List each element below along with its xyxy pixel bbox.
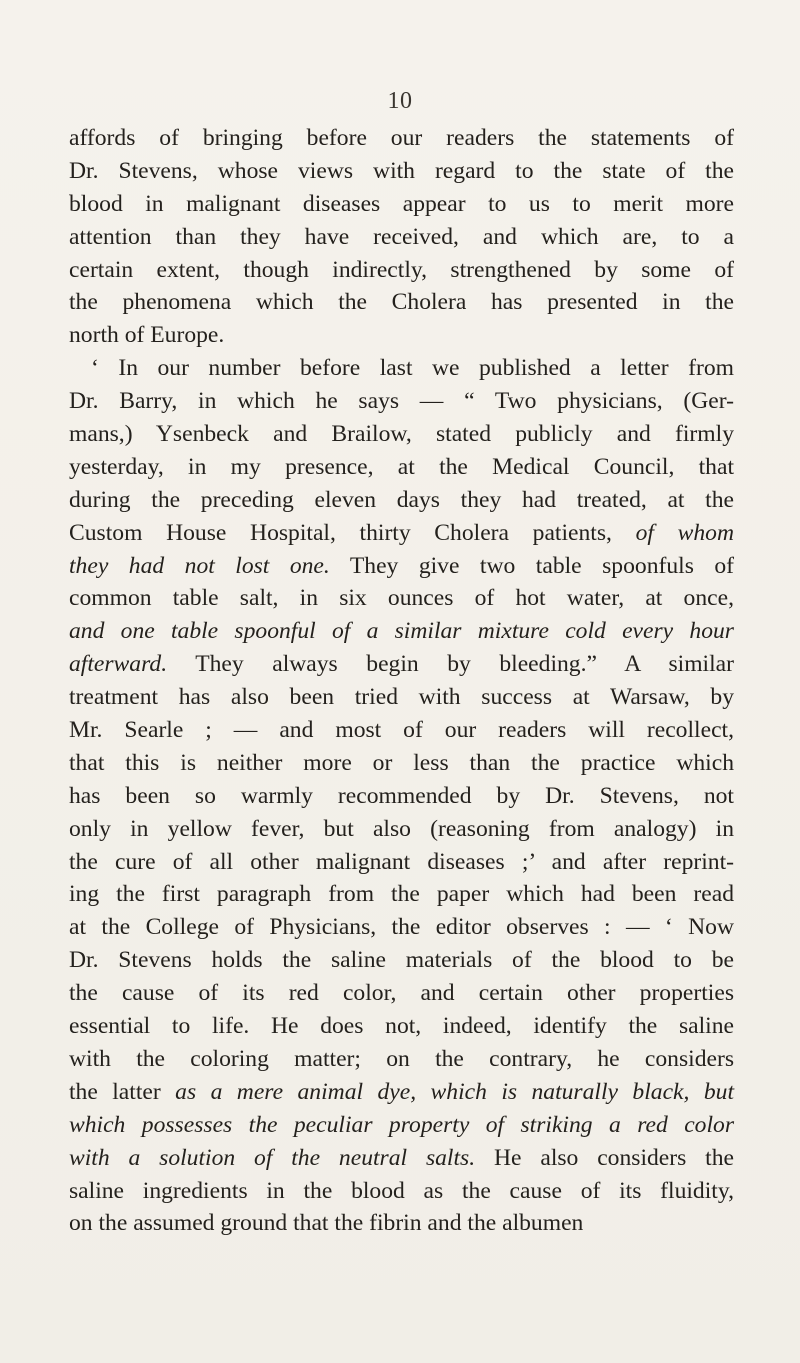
italic-text: they had not lost one. xyxy=(69,552,330,579)
text-run: Dr. Stevens, whose views with regard to the state of the xyxy=(69,157,734,184)
text-run: the cure of all other malignant diseases ;’ and after reprint- xyxy=(69,848,734,875)
text-run: the latter xyxy=(69,1078,176,1105)
text-line xyxy=(69,155,734,188)
italic-text: and one table spoonful of a similar mixture cold every hour xyxy=(69,618,734,645)
text-line xyxy=(69,846,734,879)
text-line xyxy=(69,254,734,287)
text-run: yesterday, in my presence, at the Medical Council, that xyxy=(69,453,734,480)
italic-text: of whom xyxy=(635,519,734,546)
text-line xyxy=(69,681,734,714)
text-line xyxy=(69,977,734,1010)
text-line xyxy=(69,484,734,517)
text-run: blood in malignant diseases appear to us to merit more xyxy=(69,190,734,217)
text-run: ing the first paragraph from the paper which had been read xyxy=(69,881,734,908)
text-run: saline ingredients in the blood as the cause of its fluidity, xyxy=(69,1177,734,1204)
text-line xyxy=(69,648,734,681)
text-line xyxy=(69,878,734,911)
text-line xyxy=(69,319,734,352)
text-line xyxy=(69,1142,734,1175)
text-run: They give two table spoonfuls of xyxy=(329,552,735,579)
text-run: at the College of Physicians, the editor observes : — ‘ Now xyxy=(69,914,734,941)
text-run: essential to life. He does not, indeed, identify the saline xyxy=(69,1013,734,1040)
text-line xyxy=(69,582,734,615)
italic-text: with a solution of the neutral salts. xyxy=(69,1144,476,1171)
text-run: Dr. Stevens holds the saline materials of the blood to be xyxy=(69,947,734,974)
text-line xyxy=(69,813,734,846)
text-run: affords of bringing before our readers the statements of xyxy=(69,125,734,151)
text-run: Mr. Searle ; — and most of our readers will recollect, xyxy=(69,717,734,744)
text-line xyxy=(69,385,734,418)
text-line xyxy=(69,188,734,221)
text-run: mans,) Ysenbeck and Brailow, stated publicly and firmly xyxy=(69,421,734,448)
italic-text: as a mere animal dye, which is naturally black, but xyxy=(175,1078,734,1105)
text-line xyxy=(69,714,734,747)
body-text xyxy=(69,122,734,1240)
text-run: certain extent, though indirectly, strengthened by some of xyxy=(69,256,734,283)
text-run: on the assumed ground that the fibrin and the albumen xyxy=(69,1210,584,1237)
text-run: They always begin by bleeding.” A similar xyxy=(167,651,734,678)
text-line xyxy=(69,747,734,780)
text-line xyxy=(69,944,734,977)
italic-text: which possesses the peculiar property of striking a red color xyxy=(69,1111,734,1138)
text-line xyxy=(69,451,734,484)
text-line xyxy=(69,286,734,319)
page-number: 10 xyxy=(387,88,413,114)
text-line xyxy=(69,352,734,385)
text-run: that this is neither more or less than the practice which xyxy=(69,749,734,776)
text-line xyxy=(69,1076,734,1109)
text-run: with the coloring matter; on the contrary, he considers xyxy=(69,1045,734,1072)
text-run: during the preceding eleven days they had treated, at the xyxy=(69,486,734,513)
text-run: only in yellow fever, but also (reasoning from analogy) in xyxy=(69,815,734,842)
text-line xyxy=(69,1010,734,1043)
text-run: Dr. Barry, in which he says — “ Two physicians, (Ger- xyxy=(69,388,734,415)
text-line xyxy=(69,1043,734,1076)
text-line xyxy=(69,780,734,813)
text-line xyxy=(69,615,734,648)
text-line xyxy=(69,550,734,583)
italic-text: afterward. xyxy=(69,651,168,678)
text-line xyxy=(69,418,734,451)
text-run: attention than they have received, and which are, to a xyxy=(69,223,734,250)
text-run: He also considers the xyxy=(475,1144,735,1171)
text-line xyxy=(69,122,734,155)
text-line xyxy=(69,1109,734,1142)
text-run: has been so warmly recommended by Dr. Stevens, not xyxy=(69,782,734,809)
text-line xyxy=(69,1207,734,1240)
text-run: Custom House Hospital, thirty Cholera patients, xyxy=(69,519,636,546)
text-line xyxy=(69,221,734,254)
text-run: the cause of its red color, and certain other properties xyxy=(69,980,734,1007)
text-run: ‘ In our number before last we published a letter from xyxy=(91,355,734,382)
text-line xyxy=(69,1175,734,1208)
text-run: north of Europe. xyxy=(69,322,225,349)
text-run: treatment has also been tried with success at Warsaw, by xyxy=(69,684,734,711)
text-run: common table salt, in six ounces of hot water, at once, xyxy=(69,585,734,612)
text-line xyxy=(69,911,734,944)
text-run: the phenomena which the Cholera has presented in the xyxy=(69,289,734,316)
text-line xyxy=(69,517,734,550)
